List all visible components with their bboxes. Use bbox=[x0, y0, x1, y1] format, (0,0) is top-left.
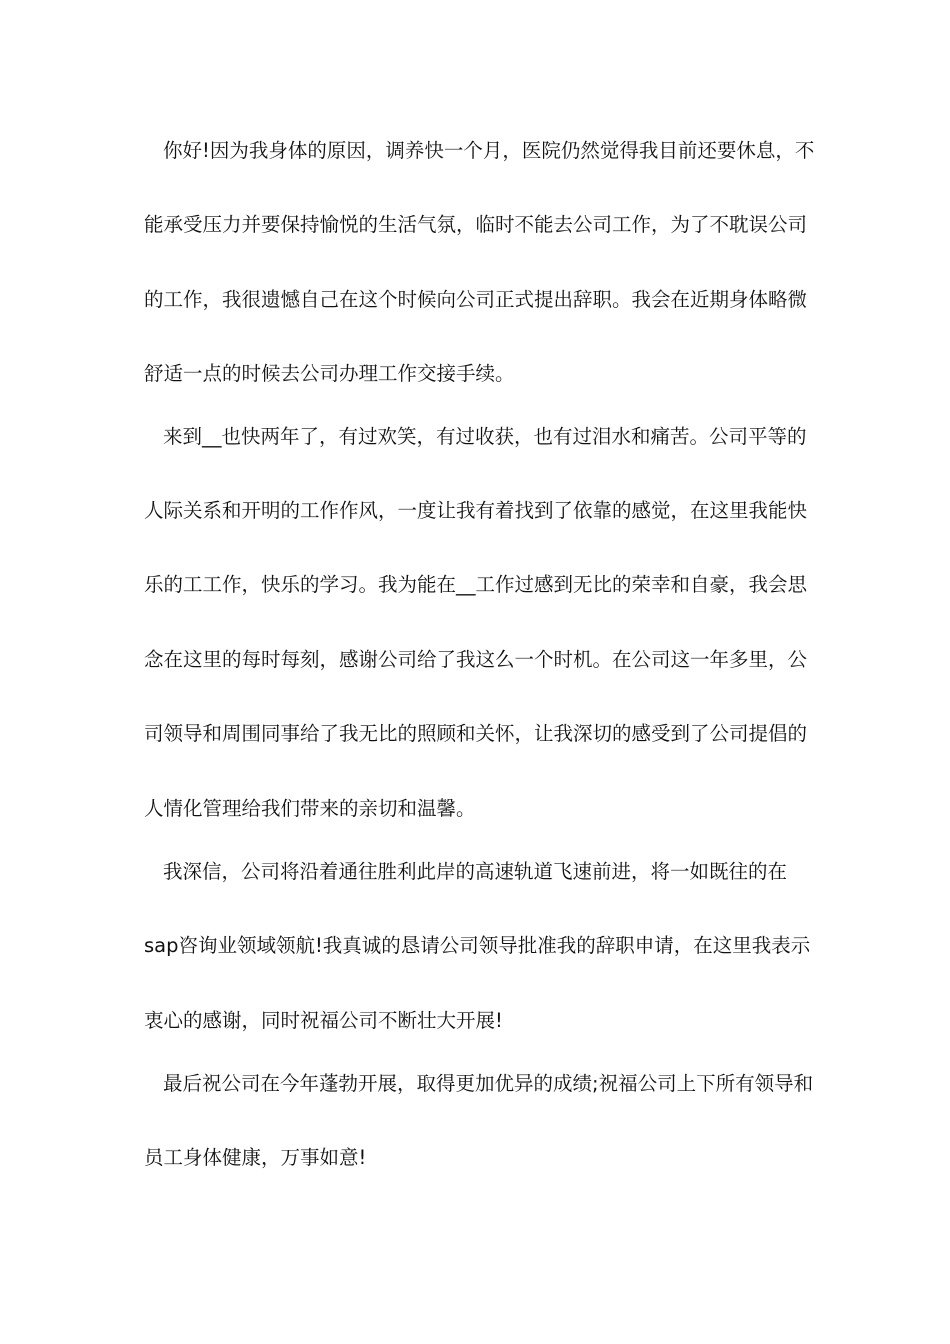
paragraph-3-line-2: sap咨询业领域领航!我真诚的恳请公司领导批准我的辞职申请，在这里我表示 bbox=[144, 934, 811, 957]
paragraph-1-line-4: 舒适一点的时候去公司办理工作交接手续。 bbox=[144, 362, 515, 385]
paragraph-1-line-2: 能承受压力并要保持愉悦的生活气氛，临时不能去公司工作，为了不耽误公司 bbox=[144, 213, 808, 236]
paragraph-1-line-1: 你好!因为我身体的原因，调养快一个月，医院仍然觉得我目前还要休息，不 bbox=[163, 139, 815, 162]
paragraph-2-line-5: 司领导和周围同事给了我无比的照顾和关怀，让我深切的感受到了公司提倡的 bbox=[144, 722, 808, 745]
paragraph-2-line-1: 来到__也快两年了，有过欢笑，有过收获，也有过泪水和痛苦。公司平等的 bbox=[163, 425, 807, 448]
paragraph-2-line-2: 人际关系和开明的工作作风，一度让我有着找到了依靠的感觉，在这里我能快 bbox=[144, 499, 808, 522]
paragraph-2-line-6: 人情化管理给我们带来的亲切和温馨。 bbox=[144, 797, 476, 820]
paragraph-1-line-3: 的工作，我很遗憾自己在这个时候向公司正式提出辞职。我会在近期身体略微 bbox=[144, 288, 808, 311]
paragraph-3-line-3: 衷心的感谢，同时祝福公司不断壮大开展! bbox=[144, 1009, 503, 1032]
paragraph-2-line-3: 乐的工工作，快乐的学习。我为能在__工作过感到无比的荣幸和自豪，我会思 bbox=[144, 573, 808, 596]
paragraph-4-line-2: 员工身体健康，万事如意! bbox=[144, 1146, 367, 1169]
paragraph-3-line-1: 我深信，公司将沿着通往胜利此岸的高速轨道飞速前进，将一如既往的在 bbox=[163, 860, 788, 883]
paragraph-2-line-4: 念在这里的每时每刻，感谢公司给了我这么一个时机。在公司这一年多里，公 bbox=[144, 648, 808, 671]
paragraph-4-line-1: 最后祝公司在今年蓬勃开展，取得更加优异的成绩;祝福公司上下所有领导和 bbox=[163, 1072, 814, 1095]
